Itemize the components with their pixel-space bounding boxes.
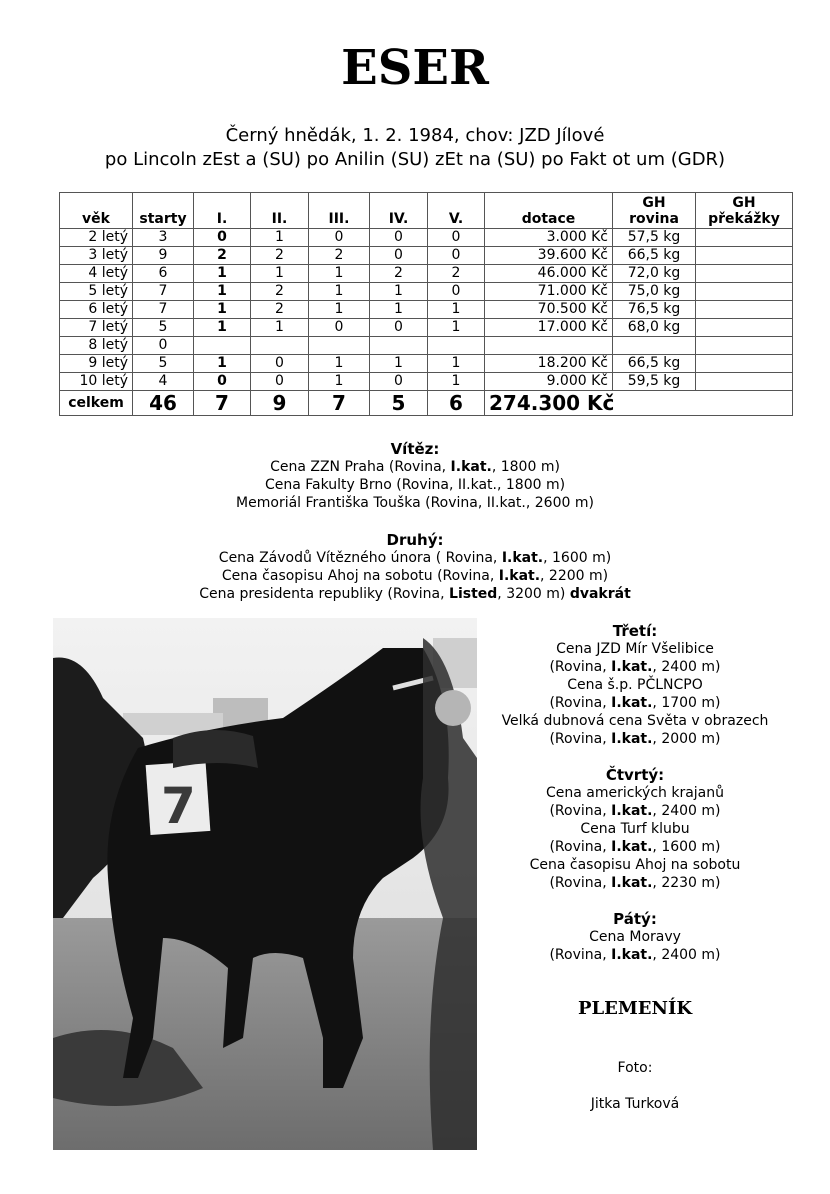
race-line (0, 549, 830, 567)
cell-p4: 2 (370, 265, 428, 283)
cell-starts: 4 (133, 373, 194, 391)
cell-gh-flat: 68,0 kg (613, 319, 696, 337)
cell-prize: 39.600 Kč (485, 247, 613, 265)
table-row (60, 373, 793, 391)
cell-p2: 1 (251, 229, 309, 247)
race-details: , 1800 m) (491, 459, 560, 475)
horse-name-title: ESER (341, 40, 489, 96)
cell-gh-jump (696, 337, 793, 355)
table-row (60, 247, 793, 265)
cell-p4: 1 (370, 301, 428, 319)
race-text: (Rovina, (549, 731, 612, 747)
race-text: (Rovina, (549, 695, 612, 711)
cell-p2: 0 (251, 355, 309, 373)
cell-p5: 1 (428, 301, 485, 319)
cell-p1: 1 (194, 301, 251, 319)
total-p3: 7 (309, 391, 370, 416)
race-text: Cena Fakulty Brno (Rovina, II.kat., 1800 m) (264, 477, 566, 493)
cell-starts: 5 (133, 319, 194, 337)
cell-age: 5 letý (60, 283, 133, 301)
race-text: (Rovina, (549, 839, 612, 855)
total-prize: 274.300 Kč (485, 391, 793, 416)
cell-p3: 2 (309, 247, 370, 265)
race-line (490, 712, 780, 730)
race-stats-table (59, 192, 793, 416)
table-total-row (60, 391, 793, 416)
cell-age: 2 letý (60, 229, 133, 247)
cell-starts: 5 (133, 355, 194, 373)
cell-gh-jump (696, 229, 793, 247)
race-text: Cena časopisu Ahoj na sobotu (529, 857, 741, 873)
race-line (490, 694, 780, 712)
cell-p1: 1 (194, 355, 251, 373)
total-p5: 6 (428, 391, 485, 416)
col-header-second: II. (251, 193, 309, 229)
race-text: Memoriál Františka Touška (Rovina, II.kat., 2600 m) (236, 495, 594, 511)
cell-p4: 0 (370, 319, 428, 337)
race-category: I.kat. (611, 731, 653, 747)
race-text: Cena presidenta republiky (Rovina, (199, 586, 450, 602)
race-category: I.kat. (611, 947, 653, 963)
race-text: (Rovina, (549, 947, 612, 963)
cell-p2: 0 (251, 373, 309, 391)
total-p4: 5 (370, 391, 428, 416)
race-line (0, 567, 830, 585)
cell-p4 (370, 337, 428, 355)
race-line (490, 838, 780, 856)
cell-p5: 0 (428, 247, 485, 265)
cell-p1: 0 (194, 229, 251, 247)
cell-p5: 2 (428, 265, 485, 283)
cell-starts: 0 (133, 337, 194, 355)
cell-p3: 0 (309, 319, 370, 337)
race-category: I.kat. (611, 875, 653, 891)
cell-starts: 7 (133, 301, 194, 319)
fifth-heading: Pátý: (613, 910, 657, 928)
cell-p1 (194, 337, 251, 355)
race-text: Velká dubnová cena Světa v obrazech (501, 713, 769, 729)
gh-jump-line2: překážky (708, 211, 780, 227)
cell-gh-jump (696, 355, 793, 373)
cell-p5: 0 (428, 283, 485, 301)
race-text: Cena Turf klubu (580, 821, 690, 837)
cell-gh-flat: 66,5 kg (613, 247, 696, 265)
table-row (60, 355, 793, 373)
col-header-age: věk (60, 193, 133, 229)
col-header-prize: dotace (485, 193, 613, 229)
race-text: Cena časopisu Ahoj na sobotu (Rovina, (221, 568, 499, 584)
total-p1: 7 (194, 391, 251, 416)
col-header-gh-flat (613, 193, 696, 229)
table-row (60, 229, 793, 247)
cell-p2: 2 (251, 283, 309, 301)
cell-p5 (428, 337, 485, 355)
cell-starts: 6 (133, 265, 194, 283)
winner-section (0, 440, 830, 512)
race-details: , 1600 m) (543, 550, 612, 566)
second-place-section (0, 531, 830, 603)
race-category: I.kat. (611, 695, 653, 711)
cell-prize: 3.000 Kč (485, 229, 613, 247)
race-text: Cena Moravy (589, 929, 681, 945)
total-p2: 9 (251, 391, 309, 416)
race-text: (Rovina, (549, 875, 612, 891)
winner-heading: Vítěz: (390, 440, 440, 458)
table-row (60, 301, 793, 319)
cell-prize (485, 337, 613, 355)
fourth-heading: Čtvrtý: (605, 766, 665, 784)
race-line (490, 730, 780, 748)
col-header-fifth: V. (428, 193, 485, 229)
race-line (0, 476, 830, 494)
third-heading: Třetí: (612, 622, 658, 640)
cell-gh-jump (696, 319, 793, 337)
race-line (490, 640, 780, 658)
photo-credit-name: Jitka Turková (590, 1096, 680, 1112)
cell-age: 7 letý (60, 319, 133, 337)
cell-gh-flat: 75,0 kg (613, 283, 696, 301)
race-text: (Rovina, (549, 803, 612, 819)
cell-p3: 0 (309, 229, 370, 247)
horse-pedigree: po Lincoln zEst a (SU) po Anilin (SU) zEt na (SU) po Fakt ot um (GDR) (104, 149, 726, 170)
cell-gh-flat: 59,5 kg (613, 373, 696, 391)
cell-prize: 70.500 Kč (485, 301, 613, 319)
third-place-section (490, 622, 780, 748)
race-line (490, 820, 780, 838)
race-details: , 2400 m) (652, 803, 721, 819)
cell-p5: 0 (428, 229, 485, 247)
race-line (490, 928, 780, 946)
race-text: Cena ZZN Praha (Rovina, (270, 459, 451, 475)
race-category: I.kat. (611, 803, 653, 819)
race-line (490, 658, 780, 676)
cell-age: 9 letý (60, 355, 133, 373)
race-category: I.kat. (501, 550, 544, 566)
cell-p1: 0 (194, 373, 251, 391)
race-category: I.kat. (450, 459, 492, 475)
cell-p1: 1 (194, 283, 251, 301)
cell-prize: 18.200 Kč (485, 355, 613, 373)
col-header-starts: starty (133, 193, 194, 229)
table-header-row (60, 193, 793, 229)
race-category: I.kat. (611, 839, 653, 855)
cell-gh-jump (696, 283, 793, 301)
cell-p5: 1 (428, 319, 485, 337)
race-text: Cena Závodů Vítězného února ( Rovina, (218, 550, 502, 566)
cell-p1: 1 (194, 265, 251, 283)
cell-p2 (251, 337, 309, 355)
gh-flat-line2: rovina (629, 211, 679, 227)
cell-prize: 46.000 Kč (485, 265, 613, 283)
cell-prize: 71.000 Kč (485, 283, 613, 301)
table-row (60, 265, 793, 283)
cell-gh-flat: 76,5 kg (613, 301, 696, 319)
cell-gh-flat: 66,5 kg (613, 355, 696, 373)
cell-p4: 0 (370, 247, 428, 265)
cell-gh-flat (613, 337, 696, 355)
cell-age: 3 letý (60, 247, 133, 265)
race-line (0, 494, 830, 512)
cell-p4: 0 (370, 373, 428, 391)
total-label: celkem (60, 391, 133, 416)
cell-p5: 1 (428, 373, 485, 391)
cell-age: 8 letý (60, 337, 133, 355)
race-details: , 2200 m) (540, 568, 609, 584)
race-category: I.kat. (611, 659, 653, 675)
race-details: , 1600 m) (652, 839, 721, 855)
race-text: Cena š.p. PČLNCPO (567, 677, 703, 693)
cell-p2: 1 (251, 319, 309, 337)
race-category: Listed (449, 586, 498, 602)
race-line (0, 585, 830, 603)
cell-prize: 9.000 Kč (485, 373, 613, 391)
cell-p2: 2 (251, 301, 309, 319)
race-text: Cena JZD Mír Všelibice (556, 641, 714, 657)
race-details: , 1700 m) (652, 695, 721, 711)
cell-age: 6 letý (60, 301, 133, 319)
fourth-place-section (490, 766, 780, 892)
cell-p3: 1 (309, 355, 370, 373)
cell-gh-jump (696, 301, 793, 319)
table-row (60, 337, 793, 355)
cell-p2: 2 (251, 247, 309, 265)
cell-p3: 1 (309, 283, 370, 301)
cell-p5: 1 (428, 355, 485, 373)
race-note: dvakrát (569, 586, 631, 602)
race-details: , 2000 m) (652, 731, 721, 747)
table-row (60, 319, 793, 337)
horse-photo-image (53, 618, 477, 1150)
fifth-place-section (490, 910, 780, 964)
cell-gh-jump (696, 373, 793, 391)
race-category: I.kat. (498, 568, 541, 584)
race-line (490, 856, 780, 874)
race-text: Cena amerických krajanů (545, 785, 725, 801)
cell-p2: 1 (251, 265, 309, 283)
second-heading: Druhý: (386, 531, 444, 549)
photo-credit-label: Foto: (617, 1060, 653, 1076)
table-row (60, 283, 793, 301)
race-line (490, 784, 780, 802)
cell-p4: 0 (370, 229, 428, 247)
cell-p1: 1 (194, 319, 251, 337)
svg-text:7: 7 (161, 777, 196, 835)
gh-jump-line1: GH (732, 195, 756, 211)
cell-p3 (309, 337, 370, 355)
gh-flat-line1: GH (642, 195, 666, 211)
race-line (490, 874, 780, 892)
col-header-fourth: IV. (370, 193, 428, 229)
cell-p4: 1 (370, 355, 428, 373)
col-header-third: III. (309, 193, 370, 229)
race-line (490, 676, 780, 694)
cell-age: 4 letý (60, 265, 133, 283)
cell-p3: 1 (309, 301, 370, 319)
race-details: , 2400 m) (652, 659, 721, 675)
cell-p3: 1 (309, 373, 370, 391)
race-details: , 2230 m) (652, 875, 721, 891)
race-details: , 2400 m) (652, 947, 721, 963)
cell-starts: 9 (133, 247, 194, 265)
cell-starts: 3 (133, 229, 194, 247)
race-text: (Rovina, (549, 659, 612, 675)
cell-p4: 1 (370, 283, 428, 301)
race-line (490, 802, 780, 820)
cell-prize: 17.000 Kč (485, 319, 613, 337)
cell-gh-jump (696, 247, 793, 265)
cell-gh-flat: 72,0 kg (613, 265, 696, 283)
horse-photo (53, 618, 477, 1150)
cell-p1: 2 (194, 247, 251, 265)
stud-status: PLEMENÍK (577, 998, 693, 1019)
col-header-first: I. (194, 193, 251, 229)
race-details: , 3200 m) (497, 586, 570, 602)
horse-description: Černý hnědák, 1. 2. 1984, chov: JZD Jílové (225, 125, 605, 146)
cell-gh-flat: 57,5 kg (613, 229, 696, 247)
cell-p3: 1 (309, 265, 370, 283)
race-line (0, 458, 830, 476)
total-starts: 46 (133, 391, 194, 416)
race-line (490, 946, 780, 964)
cell-gh-jump (696, 265, 793, 283)
col-header-gh-jump (696, 193, 793, 229)
cell-age: 10 letý (60, 373, 133, 391)
cell-starts: 7 (133, 283, 194, 301)
